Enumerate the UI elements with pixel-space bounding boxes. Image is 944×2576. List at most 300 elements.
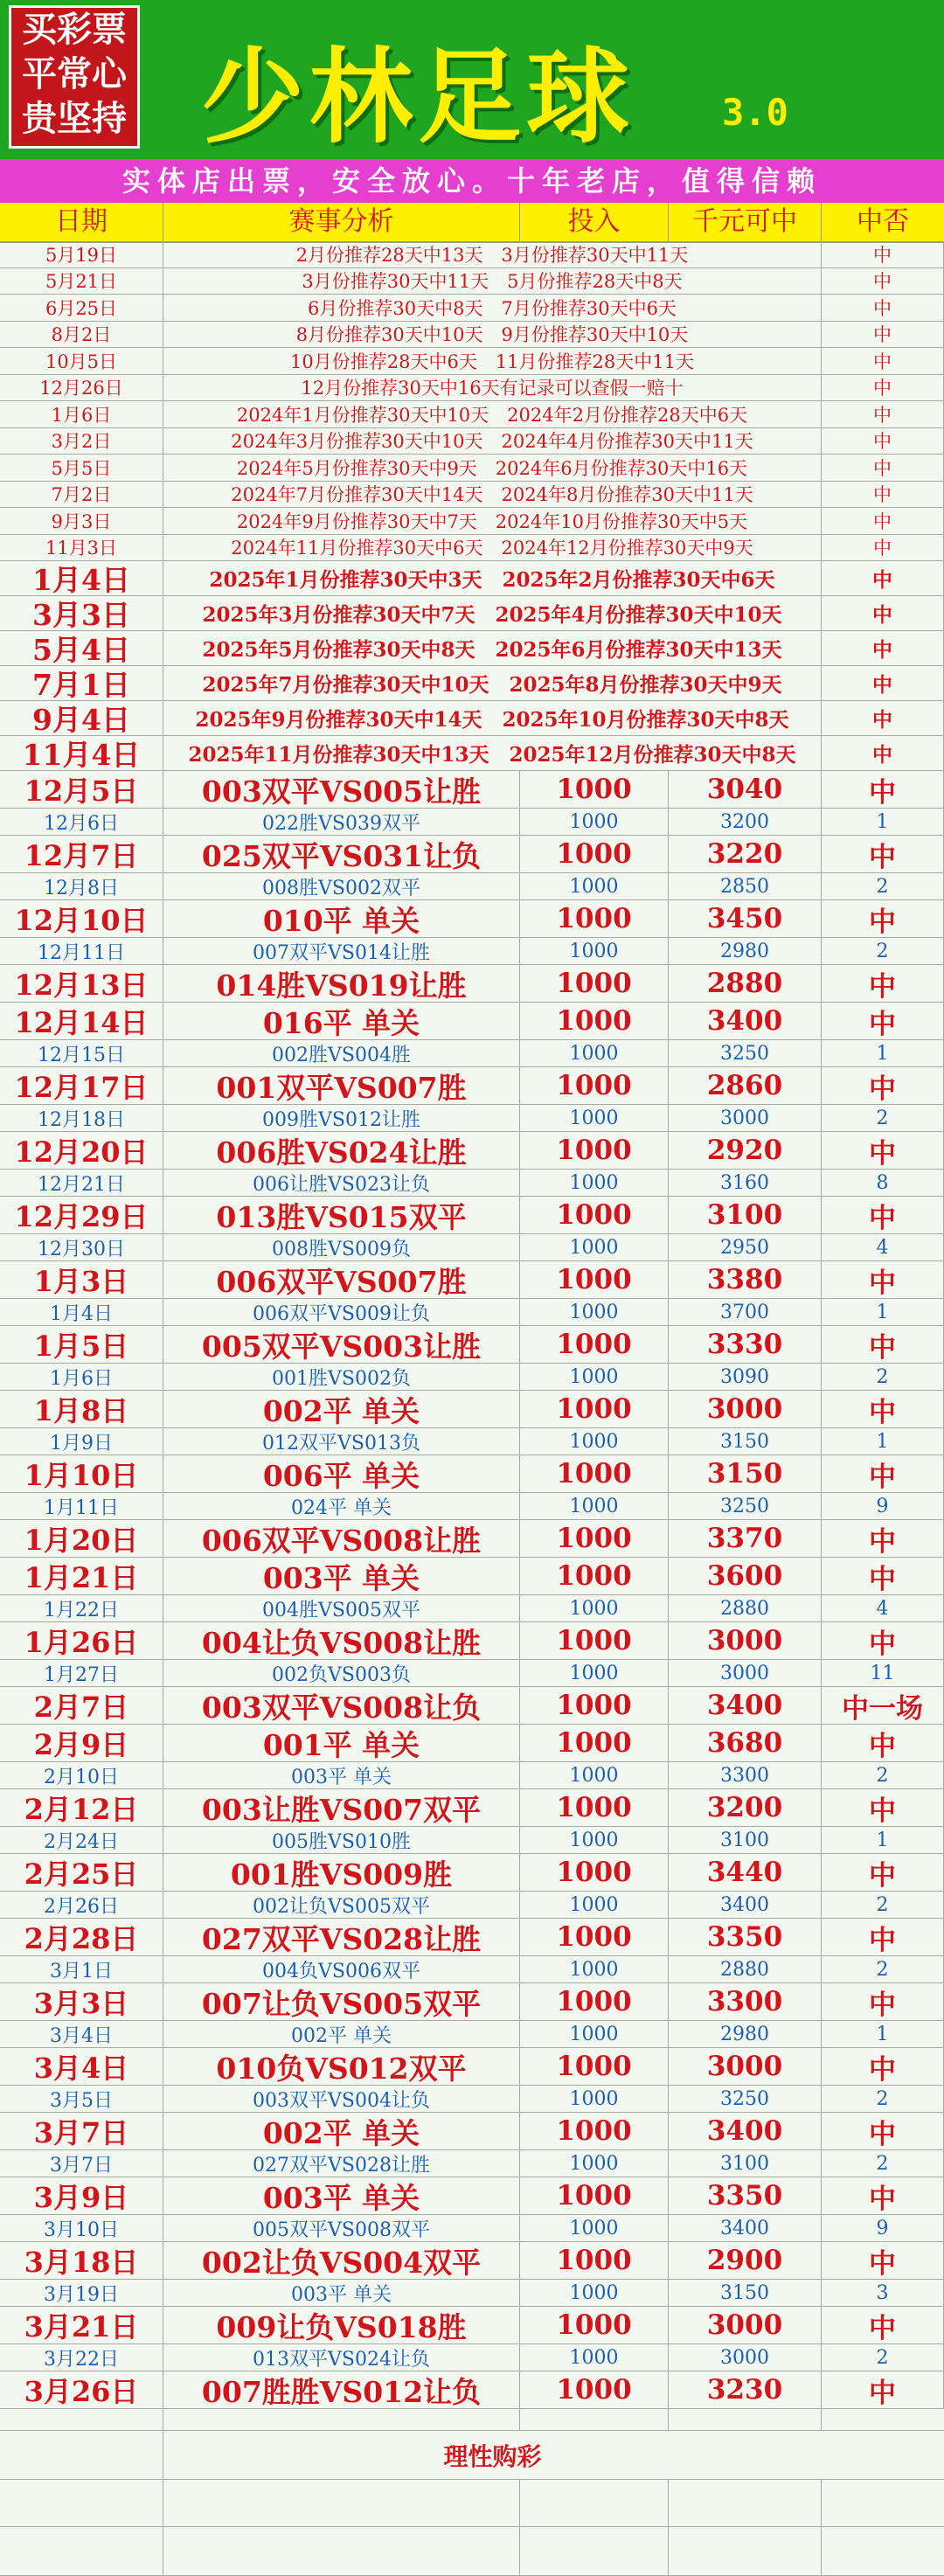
match-cell: 002让负VS005双平 [163, 1892, 520, 1918]
match-cell: 001胜VS009胜 [163, 1854, 520, 1891]
result-cell: 中 [822, 322, 944, 348]
payout-cell: 3100 [669, 1827, 822, 1853]
match-cell: 001平 单关 [163, 1725, 520, 1761]
summary-text-cell: 2025年1月份推荐30天中3天 2025年2月份推荐30天中6天 [163, 561, 822, 595]
payout-cell: 3400 [669, 2113, 822, 2149]
pick-row [0, 1326, 944, 1364]
pick-row [0, 2215, 944, 2242]
results-table [0, 241, 944, 2409]
pick-row [0, 1854, 944, 1892]
result-cell: 1 [822, 809, 944, 835]
result-cell: 2 [822, 1364, 944, 1390]
result-cell: 中 [822, 1067, 944, 1104]
pick-row [0, 771, 944, 809]
date-cell: 12月30日 [0, 1234, 163, 1260]
result-cell: 中 [822, 1558, 944, 1594]
pick-row [0, 2113, 944, 2150]
summary-text-cell: 2025年9月份推荐30天中14天 2025年10月份推荐30天中8天 [163, 701, 822, 735]
result-cell: 中 [822, 2177, 944, 2214]
summary-row [0, 535, 944, 562]
payout-cell: 3330 [669, 1326, 822, 1363]
stake-cell: 1000 [520, 1687, 669, 1724]
date-cell: 1月26日 [0, 1622, 163, 1659]
stake-cell: 1000 [520, 1428, 669, 1455]
summary-row [0, 701, 944, 736]
result-cell: 中 [822, 1003, 944, 1039]
date-cell: 12月5日 [0, 771, 163, 808]
match-cell: 027双平VS028让胜 [163, 2150, 520, 2177]
version-label: 3.0 [722, 91, 788, 134]
table-footer [0, 2389, 944, 2576]
stake-cell: 1000 [520, 2280, 669, 2306]
result-cell: 2 [822, 1956, 944, 1982]
stake-cell: 1000 [520, 965, 669, 1002]
summary-row [0, 455, 944, 482]
summary-text-cell: 2024年11月份推荐30天中6天 2024年12月份推荐30天中9天 [163, 535, 822, 561]
result-cell: 1 [822, 1827, 944, 1853]
date-cell: 1月21日 [0, 1558, 163, 1594]
result-cell: 中 [822, 1622, 944, 1659]
stake-cell: 1000 [520, 1132, 669, 1169]
column-header-payout: 千元可中 [669, 203, 822, 241]
match-cell: 027双平VS028让胜 [163, 1919, 520, 1955]
payout-cell: 3440 [669, 1854, 822, 1891]
date-cell: 11月3日 [0, 535, 163, 561]
match-cell: 013双平VS024让负 [163, 2344, 520, 2371]
shop-banner: 实体店出票，安全放心。十年老店，值得信赖 [0, 159, 944, 203]
match-cell: 010负VS012双平 [163, 2048, 520, 2085]
date-cell: 2月10日 [0, 1762, 163, 1788]
result-cell: 中 [822, 455, 944, 481]
summary-row [0, 295, 944, 322]
match-cell: 008胜VS002双平 [163, 873, 520, 899]
match-cell: 025双平VS031让负 [163, 836, 520, 872]
result-cell: 中 [822, 401, 944, 427]
stake-cell: 1000 [520, 1105, 669, 1131]
date-cell: 2月9日 [0, 1725, 163, 1761]
result-cell: 中 [822, 1391, 944, 1427]
payout-cell: 3150 [669, 1428, 822, 1455]
date-cell: 1月9日 [0, 1428, 163, 1455]
summary-text-cell: 3月份推荐30天中11天 5月份推荐28天中8天 [163, 268, 822, 295]
date-cell: 9月4日 [0, 701, 163, 735]
result-cell: 中 [822, 666, 944, 700]
stake-cell: 1000 [520, 1391, 669, 1427]
pick-row [0, 2344, 944, 2371]
match-cell: 013胜VS015双平 [163, 1197, 520, 1233]
date-cell: 1月3日 [0, 1261, 163, 1298]
result-cell: 2 [822, 2344, 944, 2371]
pick-row [0, 1132, 944, 1170]
pick-row [0, 873, 944, 900]
match-cell: 001双平VS007胜 [163, 1067, 520, 1104]
pick-row [0, 1197, 944, 1234]
pick-row [0, 1687, 944, 1725]
stamp-line: 贵坚持 [22, 99, 127, 139]
pick-row [0, 1261, 944, 1299]
summary-row [0, 482, 944, 509]
stake-cell: 1000 [520, 1364, 669, 1390]
result-cell: 中 [822, 1132, 944, 1169]
payout-cell: 3000 [669, 1622, 822, 1659]
date-cell: 12月10日 [0, 900, 163, 937]
payout-cell: 3680 [669, 1725, 822, 1761]
payout-cell: 3100 [669, 2150, 822, 2177]
payout-cell: 2950 [669, 1234, 822, 1260]
date-cell: 3月26日 [0, 2371, 163, 2408]
payout-cell: 3100 [669, 1197, 822, 1233]
stake-cell: 1000 [520, 873, 669, 899]
match-cell: 004负VS006双平 [163, 1956, 520, 1982]
pick-row [0, 2150, 944, 2177]
match-cell: 016平 单关 [163, 1003, 520, 1039]
date-cell: 3月18日 [0, 2242, 163, 2279]
match-cell: 006让胜VS023让负 [163, 1170, 520, 1196]
stake-cell: 1000 [520, 1455, 669, 1492]
stake-cell: 1000 [520, 1622, 669, 1659]
pick-row [0, 2242, 944, 2280]
date-cell: 12月11日 [0, 938, 163, 964]
result-cell: 中 [822, 348, 944, 374]
date-cell: 3月9日 [0, 2177, 163, 2214]
payout-cell: 3200 [669, 1789, 822, 1826]
pick-row [0, 1364, 944, 1391]
pick-row [0, 1725, 944, 1762]
result-cell: 中 [822, 736, 944, 770]
date-cell: 2月28日 [0, 1919, 163, 1955]
summary-text-cell: 2月份推荐28天中13天 3月份推荐30天中11天 [163, 241, 822, 267]
date-cell: 2月12日 [0, 1789, 163, 1826]
blank-row [0, 2389, 944, 2431]
match-cell: 002胜VS004胜 [163, 1040, 520, 1066]
pick-row [0, 1595, 944, 1622]
pick-row [0, 1892, 944, 1919]
date-cell: 12月8日 [0, 873, 163, 899]
stake-cell: 1000 [520, 938, 669, 964]
stake-cell: 1000 [520, 1854, 669, 1891]
date-cell: 3月21日 [0, 2307, 163, 2343]
match-cell: 004胜VS005双平 [163, 1595, 520, 1621]
date-cell: 1月4日 [0, 1299, 163, 1325]
pick-row [0, 2021, 944, 2048]
pick-row [0, 1067, 944, 1105]
pick-row [0, 1919, 944, 1956]
stake-cell: 1000 [520, 1326, 669, 1363]
pick-row [0, 1391, 944, 1428]
date-cell: 1月6日 [0, 1364, 163, 1390]
pick-row [0, 2048, 944, 2086]
pick-row [0, 1789, 944, 1827]
summary-text-cell: 8月份推荐30天中10天 9月份推荐30天中10天 [163, 322, 822, 348]
match-cell: 007让负VS005双平 [163, 1983, 520, 2020]
match-cell: 003平 单关 [163, 2280, 520, 2306]
stake-cell: 1000 [520, 836, 669, 872]
result-cell: 中 [822, 701, 944, 735]
result-cell: 中 [822, 2307, 944, 2343]
pick-row [0, 1520, 944, 1558]
date-cell: 3月2日 [0, 428, 163, 455]
match-cell: 008胜VS009负 [163, 1234, 520, 1260]
slogan-row [0, 2431, 944, 2480]
date-cell: 2月7日 [0, 1687, 163, 1724]
payout-cell: 3450 [669, 900, 822, 937]
pick-row [0, 2280, 944, 2307]
stamp-line: 平常心 [22, 54, 127, 94]
pick-row [0, 1622, 944, 1660]
blank-row [0, 2527, 944, 2576]
pick-row [0, 1660, 944, 1687]
stake-cell: 1000 [520, 1170, 669, 1196]
match-cell: 007双平VS014让胜 [163, 938, 520, 964]
summary-text-cell: 2024年5月份推荐30天中9天 2024年6月份推荐30天中16天 [163, 455, 822, 481]
date-cell: 12月13日 [0, 965, 163, 1002]
date-cell: 1月4日 [0, 561, 163, 595]
date-cell: 7月2日 [0, 482, 163, 508]
result-cell: 中 [822, 1789, 944, 1826]
summary-text-cell: 12月份推荐30天中16天有记录可以查假一赔十 [163, 375, 822, 401]
result-cell: 中 [822, 508, 944, 534]
summary-text-cell: 10月份推荐28天中6天 11月份推荐28天中11天 [163, 348, 822, 374]
payout-cell: 3000 [669, 2048, 822, 2085]
match-cell: 010平 单关 [163, 900, 520, 937]
payout-cell: 3000 [669, 1105, 822, 1131]
date-cell: 5月5日 [0, 455, 163, 481]
date-cell: 3月19日 [0, 2280, 163, 2306]
match-cell: 005双平VS003让胜 [163, 1326, 520, 1363]
payout-cell: 3000 [669, 2344, 822, 2371]
date-cell: 1月22日 [0, 1595, 163, 1621]
stake-cell: 1000 [520, 2307, 669, 2343]
payout-cell: 3150 [669, 1455, 822, 1492]
stake-cell: 1000 [520, 1493, 669, 1519]
table-header [0, 203, 944, 243]
pick-row [0, 965, 944, 1003]
stake-cell: 1000 [520, 1067, 669, 1104]
match-cell: 002平 单关 [163, 2021, 520, 2047]
match-cell: 003平 单关 [163, 1558, 520, 1594]
pick-row [0, 2307, 944, 2344]
match-cell: 003平 单关 [163, 2177, 520, 2214]
result-cell: 中 [822, 836, 944, 872]
pick-row [0, 1558, 944, 1595]
stake-cell: 1000 [520, 1595, 669, 1621]
result-cell: 2 [822, 938, 944, 964]
stake-cell: 1000 [520, 1725, 669, 1761]
result-cell: 中 [822, 596, 944, 630]
blank-row [0, 2480, 944, 2527]
date-cell: 12月7日 [0, 836, 163, 872]
date-cell: 11月4日 [0, 736, 163, 770]
match-cell: 005胜VS010胜 [163, 1827, 520, 1853]
pick-row [0, 1956, 944, 1983]
result-cell: 中 [822, 1520, 944, 1557]
result-cell: 11 [822, 1660, 944, 1686]
date-cell: 12月20日 [0, 1132, 163, 1169]
payout-cell: 3040 [669, 771, 822, 808]
payout-cell: 3150 [669, 2280, 822, 2306]
result-cell: 9 [822, 2215, 944, 2241]
date-cell: 3月22日 [0, 2344, 163, 2371]
payout-cell: 3230 [669, 2371, 822, 2408]
summary-row [0, 596, 944, 631]
result-cell: 2 [822, 2086, 944, 2112]
result-cell: 中 [822, 428, 944, 455]
summary-text-cell: 2024年3月份推荐30天中10天 2024年4月份推荐30天中11天 [163, 428, 822, 455]
payout-cell: 3400 [669, 1003, 822, 1039]
result-cell: 中 [822, 2371, 944, 2408]
payout-cell: 3400 [669, 1687, 822, 1724]
summary-row [0, 631, 944, 666]
result-cell: 中 [822, 900, 944, 937]
match-cell: 007胜胜VS012让负 [163, 2371, 520, 2408]
stake-cell: 1000 [520, 2242, 669, 2279]
stake-cell: 1000 [520, 1892, 669, 1918]
date-cell: 1月11日 [0, 1493, 163, 1519]
stake-cell: 1000 [520, 1956, 669, 1982]
date-cell: 3月5日 [0, 2086, 163, 2112]
payout-cell: 3000 [669, 1660, 822, 1686]
payout-cell: 3370 [669, 1520, 822, 1557]
result-cell: 3 [822, 2280, 944, 2306]
result-cell: 中 [822, 535, 944, 561]
pick-row [0, 938, 944, 965]
date-cell: 2月26日 [0, 1892, 163, 1918]
stake-cell: 1000 [520, 2086, 669, 2112]
result-cell: 中 [822, 375, 944, 401]
result-cell: 4 [822, 1595, 944, 1621]
payout-cell: 3160 [669, 1170, 822, 1196]
pick-row [0, 1003, 944, 1040]
summary-row [0, 375, 944, 402]
match-cell: 009让负VS018胜 [163, 2307, 520, 2343]
date-cell: 12月26日 [0, 375, 163, 401]
pick-row [0, 1170, 944, 1197]
payout-cell: 2850 [669, 873, 822, 899]
pick-row [0, 2086, 944, 2113]
date-cell: 12月14日 [0, 1003, 163, 1039]
match-cell: 003双平VS008让负 [163, 1687, 520, 1724]
result-cell: 2 [822, 1105, 944, 1131]
payout-cell: 2980 [669, 2021, 822, 2047]
payout-cell: 3000 [669, 2307, 822, 2343]
date-cell: 1月27日 [0, 1660, 163, 1686]
payout-cell: 3000 [669, 1391, 822, 1427]
date-cell: 5月19日 [0, 241, 163, 267]
match-cell: 004让负VS008让胜 [163, 1622, 520, 1659]
match-cell: 003双平VS004让负 [163, 2086, 520, 2112]
match-cell: 006双平VS009让负 [163, 1299, 520, 1325]
result-cell: 中 [822, 2242, 944, 2279]
pick-row [0, 1105, 944, 1132]
date-cell: 9月3日 [0, 508, 163, 534]
match-cell: 014胜VS019让胜 [163, 965, 520, 1002]
stake-cell: 1000 [520, 1558, 669, 1594]
date-cell: 3月4日 [0, 2048, 163, 2085]
date-cell: 1月6日 [0, 401, 163, 427]
payout-cell: 3250 [669, 1493, 822, 1519]
result-cell: 中 [822, 1919, 944, 1955]
result-cell: 中 [822, 1854, 944, 1891]
pick-row [0, 1983, 944, 2021]
summary-text-cell: 2025年3月份推荐30天中7天 2025年4月份推荐30天中10天 [163, 596, 822, 630]
date-cell: 3月7日 [0, 2150, 163, 2177]
date-cell: 12月29日 [0, 1197, 163, 1233]
header [0, 0, 944, 163]
match-cell: 012双平VS013负 [163, 1428, 520, 1455]
column-header-date: 日期 [0, 203, 163, 241]
date-cell: 12月21日 [0, 1170, 163, 1196]
date-cell: 3月7日 [0, 2113, 163, 2149]
summary-row [0, 401, 944, 428]
result-cell: 中 [822, 631, 944, 665]
summary-row [0, 428, 944, 455]
date-cell: 12月17日 [0, 1067, 163, 1104]
result-cell: 2 [822, 1892, 944, 1918]
stamp-line: 买彩票 [22, 10, 127, 50]
summary-row [0, 322, 944, 349]
date-cell: 12月6日 [0, 809, 163, 835]
payout-cell: 3600 [669, 1558, 822, 1594]
match-cell: 003平 单关 [163, 1762, 520, 1788]
payout-cell: 3300 [669, 1762, 822, 1788]
date-cell: 1月10日 [0, 1455, 163, 1492]
date-cell: 3月10日 [0, 2215, 163, 2241]
stake-cell: 1000 [520, 2150, 669, 2177]
match-cell: 006平 单关 [163, 1455, 520, 1492]
column-header-result: 中否 [857, 206, 909, 237]
pick-row [0, 1299, 944, 1326]
result-cell: 1 [822, 1428, 944, 1455]
match-cell: 002平 单关 [163, 2113, 520, 2149]
date-cell: 1月20日 [0, 1520, 163, 1557]
stake-cell: 1000 [520, 1520, 669, 1557]
pick-row [0, 1040, 944, 1067]
stake-cell: 1000 [520, 1789, 669, 1826]
stake-cell: 1000 [520, 2344, 669, 2371]
date-cell: 3月3日 [0, 596, 163, 630]
pick-row [0, 1234, 944, 1261]
result-cell: 中 [822, 1261, 944, 1298]
result-cell: 中 [822, 1197, 944, 1233]
date-cell: 12月15日 [0, 1040, 163, 1066]
payout-cell: 2980 [669, 938, 822, 964]
pick-row [0, 900, 944, 938]
summary-text-cell: 6月份推荐30天中8天 7月份推荐30天中6天 [163, 295, 822, 321]
summary-row [0, 268, 944, 295]
result-cell: 2 [822, 1762, 944, 1788]
result-cell: 8 [822, 1170, 944, 1196]
summary-row [0, 508, 944, 535]
date-cell: 10月5日 [0, 348, 163, 374]
stake-cell: 1000 [520, 2048, 669, 2085]
result-cell: 中 [822, 2048, 944, 2085]
payout-cell: 2880 [669, 1595, 822, 1621]
payout-cell: 3200 [669, 809, 822, 835]
summary-text-cell: 2024年9月份推荐30天中7天 2024年10月份推荐30天中5天 [163, 508, 822, 534]
match-cell: 001胜VS002负 [163, 1364, 520, 1390]
result-cell: 中 [822, 1326, 944, 1363]
summary-text-cell: 2025年5月份推荐30天中8天 2025年6月份推荐30天中13天 [163, 631, 822, 665]
payout-cell: 2880 [669, 1956, 822, 1982]
result-cell: 中一场 [822, 1687, 944, 1724]
stake-cell: 1000 [520, 1261, 669, 1298]
payout-cell: 2860 [669, 1067, 822, 1104]
column-header-stake: 投入 [520, 203, 669, 241]
stake-cell: 1000 [520, 1762, 669, 1788]
result-cell: 9 [822, 1493, 944, 1519]
date-cell: 5月21日 [0, 268, 163, 295]
match-cell: 002平 单关 [163, 1391, 520, 1427]
